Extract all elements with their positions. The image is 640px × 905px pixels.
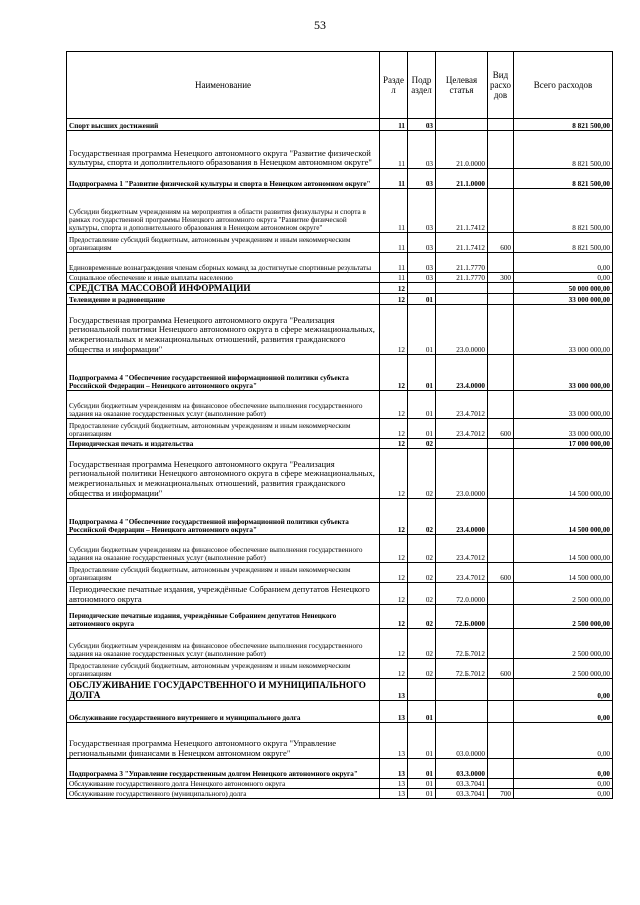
row-target-article: 23.4.7012 [436, 563, 488, 583]
row-name: Государственная программа Ненецкого автономного округа "Развитие физической культуры, спорта и дополнительного образования в Ненецком автономном округе" [67, 131, 380, 169]
row-expense-type [488, 449, 514, 499]
row-expense-type [488, 283, 514, 294]
row-subsection: 02 [408, 449, 436, 499]
row-expense-type [488, 169, 514, 189]
row-total: 0,00 [514, 679, 613, 701]
row-section: 11 [380, 189, 408, 233]
header-name: Наименование [67, 52, 380, 119]
row-name: Периодические печатные издания, учреждённые Собранием депутатов Ненецкого автономного округа [67, 605, 380, 629]
row-total: 0,00 [514, 723, 613, 759]
table-row [67, 355, 613, 391]
row-subsection: 01 [408, 789, 436, 799]
row-total: 14 500 000,00 [514, 499, 613, 535]
table-row [67, 391, 613, 419]
row-subsection: 01 [408, 355, 436, 391]
row-subsection [408, 679, 436, 701]
row-subsection: 01 [408, 419, 436, 439]
table-row [67, 119, 613, 131]
row-subsection: 03 [408, 189, 436, 233]
row-section: 11 [380, 233, 408, 253]
row-total: 8 821 500,00 [514, 119, 613, 131]
row-expense-type [488, 679, 514, 701]
row-target-article: 21.1.7412 [436, 233, 488, 253]
row-subsection: 02 [408, 605, 436, 629]
row-expense-type [488, 499, 514, 535]
row-section: 13 [380, 759, 408, 779]
row-name: Субсидии бюджетным учреждениям на мероприятия в области развития физкультуры и спорта в рамках государственной программы Ненецкого автономного округа "Развитие физической культуры, спорта и дополнительного образования в Ненецком автономном округе" [67, 189, 380, 233]
table-row [67, 131, 613, 169]
row-expense-type: 300 [488, 273, 514, 283]
row-name: Предоставление субсидий бюджетным, автономным учреждениям и иным некоммерческим организациям [67, 419, 380, 439]
table-row [67, 789, 613, 799]
table-row [67, 605, 613, 629]
row-name: Подпрограмма 4 "Обеспечение государственной информационной политики субъекта Российской Федерации – Ненецкого автономного округа" [67, 499, 380, 535]
row-total: 8 821 500,00 [514, 131, 613, 169]
row-target-article: 23.4.7012 [436, 535, 488, 563]
row-target-article [436, 119, 488, 131]
row-total: 2 500 000,00 [514, 629, 613, 659]
table-row [67, 305, 613, 355]
row-target-article [436, 701, 488, 723]
row-total: 0,00 [514, 789, 613, 799]
table-header-row [67, 52, 613, 119]
table-row [67, 759, 613, 779]
row-subsection: 03 [408, 253, 436, 273]
page-number: 53 [314, 18, 326, 32]
row-total: 0,00 [514, 253, 613, 273]
row-name: Единовременные вознаграждения членам сборных команд за достигнутые спортивные результаты [67, 253, 380, 273]
row-subsection: 03 [408, 233, 436, 253]
row-total: 8 821 500,00 [514, 169, 613, 189]
table-row [67, 679, 613, 701]
row-name: Социальное обеспечение и иные выплаты населению [67, 273, 380, 283]
row-total: 14 500 000,00 [514, 449, 613, 499]
table-row [67, 701, 613, 723]
row-target-article: 72.Б.0000 [436, 605, 488, 629]
row-expense-type: 600 [488, 419, 514, 439]
row-expense-type: 700 [488, 789, 514, 799]
row-section: 12 [380, 535, 408, 563]
row-target-article: 03.3.7041 [436, 779, 488, 789]
row-subsection: 01 [408, 391, 436, 419]
table-row [67, 169, 613, 189]
row-name: Субсидии бюджетным учреждениям на финансовое обеспечение выполнения государственного задания на оказание государственных услуг (выполнение работ) [67, 629, 380, 659]
row-total: 33 000 000,00 [514, 391, 613, 419]
row-section: 12 [380, 659, 408, 679]
row-name: Периодическая печать и издательства [67, 439, 380, 449]
row-target-article: 72.0.0000 [436, 583, 488, 605]
row-section: 13 [380, 723, 408, 759]
row-expense-type [488, 355, 514, 391]
table-row [67, 189, 613, 233]
row-target-article: 21.1.0000 [436, 169, 488, 189]
row-subsection: 03 [408, 119, 436, 131]
row-subsection: 02 [408, 659, 436, 679]
row-expense-type [488, 701, 514, 723]
table-row [67, 499, 613, 535]
table-row [67, 563, 613, 583]
row-section: 13 [380, 779, 408, 789]
row-expense-type [488, 305, 514, 355]
table-row [67, 294, 613, 305]
row-subsection: 01 [408, 779, 436, 789]
row-section: 13 [380, 679, 408, 701]
row-total: 0,00 [514, 273, 613, 283]
row-target-article: 23.4.0000 [436, 355, 488, 391]
row-name: Спорт высших достижений [67, 119, 380, 131]
row-subsection: 01 [408, 701, 436, 723]
row-subsection: 01 [408, 759, 436, 779]
row-total: 2 500 000,00 [514, 583, 613, 605]
row-total: 33 000 000,00 [514, 294, 613, 305]
row-name: Субсидии бюджетным учреждениям на финансовое обеспечение выполнения государственного задания на оказание государственных услуг (выполнение работ) [67, 535, 380, 563]
row-expense-type: 600 [488, 233, 514, 253]
table-row [67, 583, 613, 605]
row-total: 33 000 000,00 [514, 305, 613, 355]
row-total: 33 000 000,00 [514, 419, 613, 439]
row-expense-type [488, 605, 514, 629]
row-section: 12 [380, 439, 408, 449]
row-name: Государственная программа Ненецкого автономного округа "Реализация региональной политики Ненецкого автономного округа в сфере межнациональных, межрегиональных и межнациональных отношений, развития гражданского общества и информации" [67, 305, 380, 355]
row-section: 12 [380, 391, 408, 419]
row-name: Подпрограмма 1 "Развитие физической культуры и спорта в Ненецком автономном округе" [67, 169, 380, 189]
row-subsection: 01 [408, 305, 436, 355]
row-section: 11 [380, 131, 408, 169]
row-name: Предоставление субсидий бюджетным, автономным учреждениям и иным некоммерческим организациям [67, 563, 380, 583]
table-row [67, 419, 613, 439]
row-total: 50 000 000,00 [514, 283, 613, 294]
table-row [67, 233, 613, 253]
row-section: 12 [380, 283, 408, 294]
row-target-article [436, 439, 488, 449]
table-row [67, 449, 613, 499]
row-subsection: 02 [408, 439, 436, 449]
row-section: 12 [380, 563, 408, 583]
row-expense-type [488, 294, 514, 305]
budget-table [66, 51, 613, 799]
row-total: 0,00 [514, 759, 613, 779]
row-subsection: 03 [408, 273, 436, 283]
row-name: ОБСЛУЖИВАНИЕ ГОСУДАРСТВЕННОГО И МУНИЦИПАЛЬНОГО ДОЛГА [67, 679, 380, 701]
row-subsection: 02 [408, 583, 436, 605]
row-expense-type [488, 535, 514, 563]
row-name: Подпрограмма 4 "Обеспечение государственной информационной политики субъекта Российской Федерации – Ненецкого автономного округа" [67, 355, 380, 391]
row-subsection: 03 [408, 131, 436, 169]
row-name: Предоставление субсидий бюджетным, автономным учреждениям и иным некоммерческим организациям [67, 659, 380, 679]
row-name: СРЕДСТВА МАССОВОЙ ИНФОРМАЦИИ [67, 283, 380, 294]
table-body [67, 119, 613, 799]
row-expense-type [488, 391, 514, 419]
row-section: 13 [380, 789, 408, 799]
row-expense-type [488, 439, 514, 449]
row-target-article: 03.0.0000 [436, 723, 488, 759]
row-name: Телевидение и радиовещание [67, 294, 380, 305]
row-subsection: 01 [408, 723, 436, 759]
row-target-article: 23.4.0000 [436, 499, 488, 535]
row-section: 12 [380, 294, 408, 305]
row-target-article: 21.0.0000 [436, 131, 488, 169]
table-row [67, 629, 613, 659]
row-expense-type [488, 723, 514, 759]
row-target-article: 21.1.7770 [436, 273, 488, 283]
header-expense-type: Вид расхо дов [488, 52, 514, 119]
row-target-article: 23.4.7012 [436, 391, 488, 419]
row-total: 14 500 000,00 [514, 563, 613, 583]
table-row [67, 273, 613, 283]
row-total: 2 500 000,00 [514, 659, 613, 679]
table-row [67, 283, 613, 294]
row-total: 17 000 000,00 [514, 439, 613, 449]
table-row [67, 535, 613, 563]
row-name: Субсидии бюджетным учреждениям на финансовое обеспечение выполнения государственного задания на оказание государственных услуг (выполнение работ) [67, 391, 380, 419]
row-name: Обслуживание государственного (муниципального) долга [67, 789, 380, 799]
row-expense-type: 600 [488, 563, 514, 583]
row-subsection: 02 [408, 499, 436, 535]
row-subsection: 02 [408, 629, 436, 659]
table-row [67, 659, 613, 679]
row-name: Обслуживание государственного внутреннего и муниципального долга [67, 701, 380, 723]
row-target-article: 72.Б.7012 [436, 659, 488, 679]
row-subsection: 03 [408, 169, 436, 189]
row-expense-type [488, 131, 514, 169]
row-section: 12 [380, 605, 408, 629]
row-section: 11 [380, 273, 408, 283]
row-target-article: 72.Б.7012 [436, 629, 488, 659]
row-target-article [436, 283, 488, 294]
table-row [67, 439, 613, 449]
row-subsection: 02 [408, 535, 436, 563]
row-total: 14 500 000,00 [514, 535, 613, 563]
row-total: 2 500 000,00 [514, 605, 613, 629]
row-name: Подпрограмма 3 "Управление государственным долгом Ненецкого автономного округа" [67, 759, 380, 779]
row-name: Государственная программа Ненецкого автономного округа "Реализация региональной политики Ненецкого автономного округа в сфере межнациональных, межрегиональных и межнациональных отношений, развития гражданского общества и информации" [67, 449, 380, 499]
row-expense-type [488, 583, 514, 605]
row-target-article [436, 294, 488, 305]
row-target-article: 23.0.0000 [436, 305, 488, 355]
row-expense-type [488, 759, 514, 779]
row-expense-type [488, 779, 514, 789]
header-subsection: Подр аздел [408, 52, 436, 119]
row-subsection: 02 [408, 563, 436, 583]
row-section: 12 [380, 419, 408, 439]
row-subsection [408, 283, 436, 294]
row-section: 12 [380, 583, 408, 605]
row-section: 11 [380, 253, 408, 273]
row-name: Государственная программа Ненецкого автономного округа "Управление региональными финансами в Ненецком автономном округе" [67, 723, 380, 759]
row-total: 0,00 [514, 779, 613, 789]
row-section: 12 [380, 629, 408, 659]
row-expense-type [488, 629, 514, 659]
row-section: 11 [380, 169, 408, 189]
row-section: 11 [380, 119, 408, 131]
row-name: Обслуживание государственного долга Ненецкого автономного округа [67, 779, 380, 789]
header-target-article: Целевая статья [436, 52, 488, 119]
row-name: Предоставление субсидий бюджетным, автономным учреждениям и иным некоммерческим организациям [67, 233, 380, 253]
row-expense-type [488, 119, 514, 131]
row-total: 8 821 500,00 [514, 233, 613, 253]
table-row [67, 253, 613, 273]
row-target-article: 23.4.7012 [436, 419, 488, 439]
row-expense-type [488, 253, 514, 273]
row-expense-type: 600 [488, 659, 514, 679]
header-section: Разде л [380, 52, 408, 119]
header-total: Всего расходов [514, 52, 613, 119]
row-target-article: 03.3.0000 [436, 759, 488, 779]
row-target-article: 23.0.0000 [436, 449, 488, 499]
table-row [67, 723, 613, 759]
row-target-article [436, 679, 488, 701]
row-total: 33 000 000,00 [514, 355, 613, 391]
row-total: 8 821 500,00 [514, 189, 613, 233]
row-target-article: 03.3.7041 [436, 789, 488, 799]
row-section: 12 [380, 305, 408, 355]
row-name: Периодические печатные издания, учреждённые Собранием депутатов Ненецкого автономного округа [67, 583, 380, 605]
row-section: 12 [380, 355, 408, 391]
row-target-article: 21.1.7412 [436, 189, 488, 233]
row-expense-type [488, 189, 514, 233]
table-row [67, 779, 613, 789]
row-target-article: 21.1.7770 [436, 253, 488, 273]
row-section: 12 [380, 499, 408, 535]
row-section: 13 [380, 701, 408, 723]
row-section: 12 [380, 449, 408, 499]
row-total: 0,00 [514, 701, 613, 723]
row-subsection: 01 [408, 294, 436, 305]
